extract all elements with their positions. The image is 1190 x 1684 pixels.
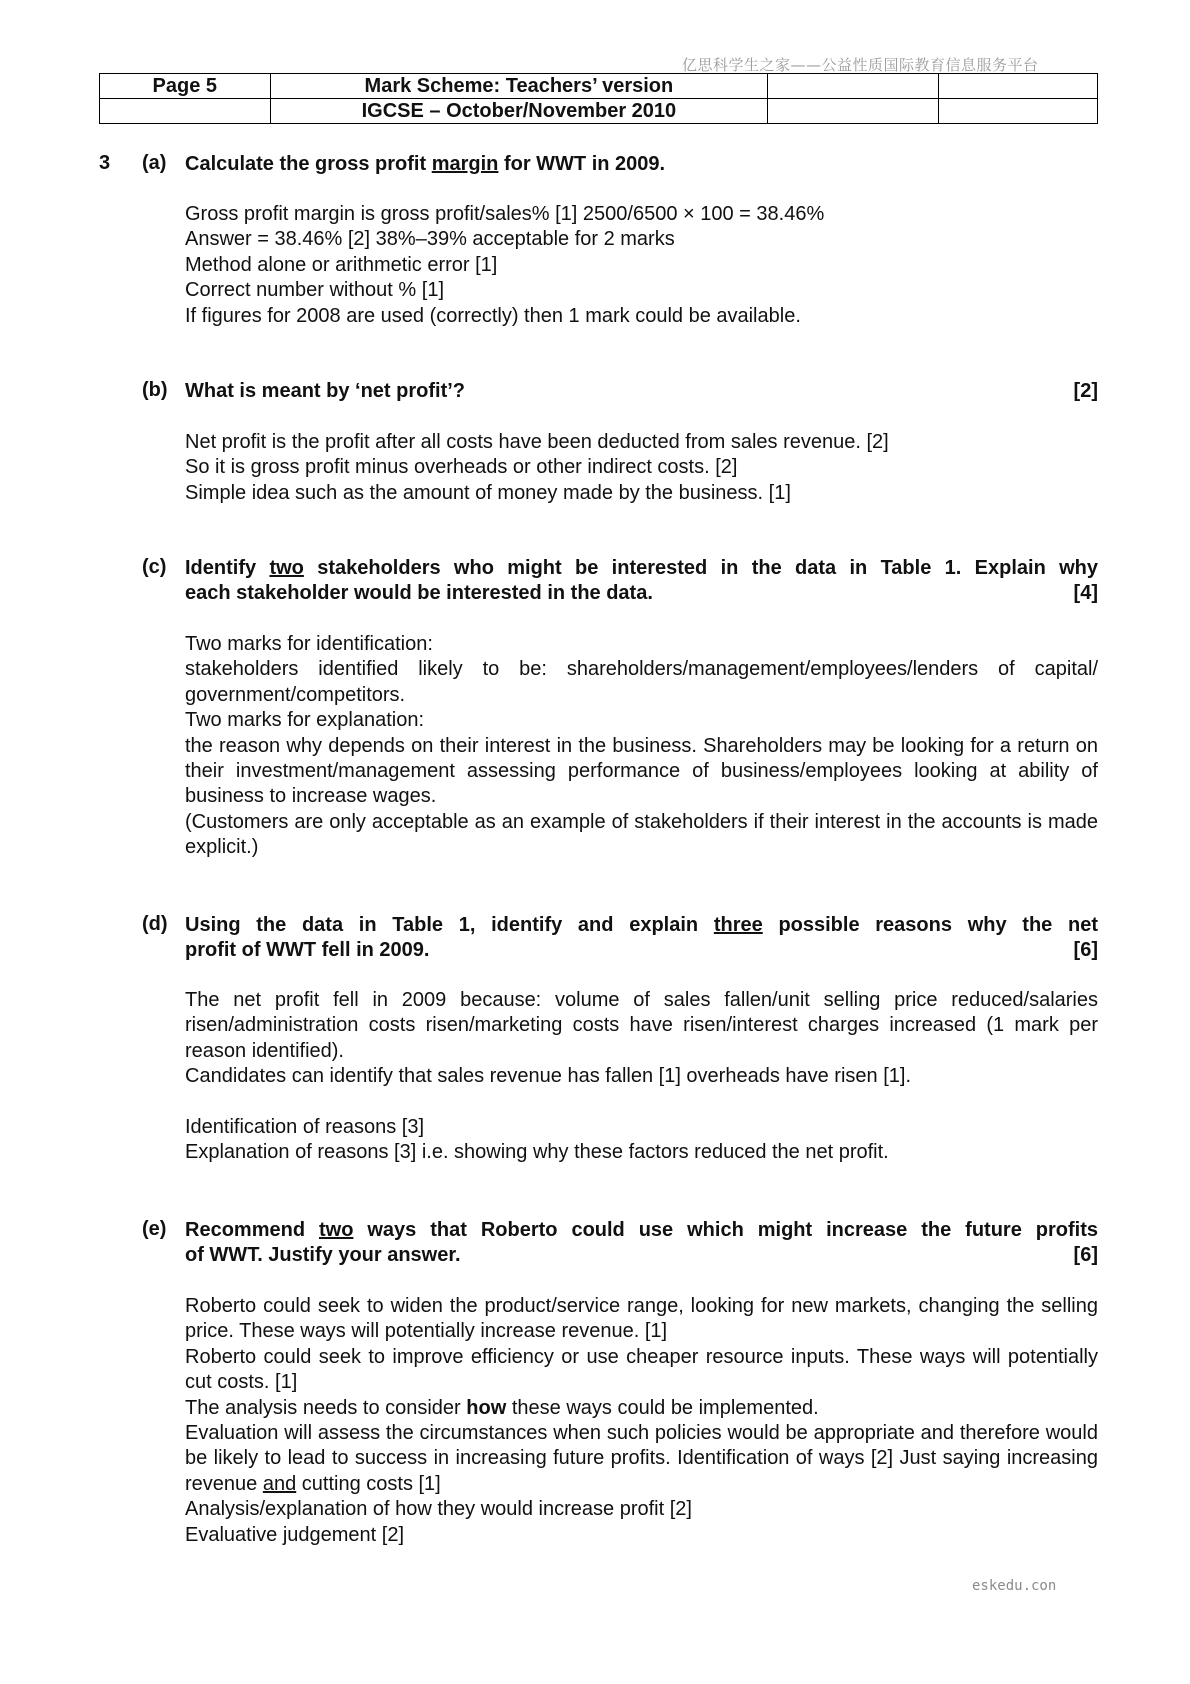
answer-line: (Customers are only acceptable as an example of stakeholders if their interest in the accounts is made explicit.) <box>185 810 1098 859</box>
part-e-label: (e) <box>142 1218 167 1240</box>
answer-line: Evaluation will assess the circumstances when such policies would be appropriate and therefore would be likely to lead to success in increasing future profits. Identification of ways [2] Just saying increasing revenue and cutting costs [1] <box>185 1422 1098 1495</box>
answer-line: So it is gross profit minus overheads or other indirect costs. [2] <box>185 456 738 479</box>
answer-line: The analysis needs to consider how these ways could be implemented. <box>185 1396 819 1419</box>
answer-line: Method alone or arithmetic error [1] <box>185 253 498 276</box>
part-b-answer <box>185 430 1098 506</box>
part-d-answer <box>185 988 1098 1165</box>
answer-line: Evaluative judgement [2] <box>185 1523 405 1546</box>
part-e-answer <box>185 1294 1098 1548</box>
page-number: Page 5 <box>100 74 271 99</box>
answer-line: Gross profit margin is gross profit/sales% [1] 2500/6500 × 100 = 38.46% <box>185 203 825 225</box>
part-d-marks: [6] <box>1073 939 1098 961</box>
answer-line: Two marks for explanation: <box>185 709 424 732</box>
answer-line: Net profit is the profit after all costs have been deducted from sales revenue. [2] <box>185 431 889 453</box>
part-b-marks: [2] <box>1073 380 1098 402</box>
part-c-label: (c) <box>142 556 167 578</box>
part-e-title: Recommend two ways that Roberto could use which might increase the future profits of WWT. Justify your answer. [6] <box>185 1219 1098 1266</box>
answer-line: Two marks for identification: <box>185 633 433 655</box>
part-c-title: Identify two stakeholders who might be interested in the data in Table 1. Explain why each stakeholder would be interested in the data. [4] <box>185 557 1099 604</box>
answer-line: Answer = 38.46% [2] 38%–39% acceptable for 2 marks <box>185 228 675 251</box>
answer-line: Explanation of reasons [3] i.e. showing why these factors reduced the net profit. <box>185 1141 889 1164</box>
part-c-marks: [4] <box>1073 582 1098 604</box>
answer-line: the reason why depends on their interest in the business. Shareholders may be looking for a return on their investment/management assessing performance of business/employees looking at ability of business to increase wages. <box>185 734 1098 808</box>
part-a-title: Calculate the gross profit margin for WWT in 2009. <box>185 153 666 175</box>
part-b-title: What is meant by ‘net profit’? [2] <box>185 380 1098 402</box>
watermark-top: 亿思科学生之家——公益性质国际教育信息服务平台 <box>682 56 1039 74</box>
answer-line: Correct number without % [1] <box>185 279 444 302</box>
header-empty-cell <box>938 99 1097 124</box>
part-a-label: (a) <box>142 152 167 174</box>
answer-line: Analysis/explanation of how they would increase profit [2] <box>185 1498 692 1521</box>
header-empty-cell <box>100 99 271 124</box>
part-e-marks: [6] <box>1073 1244 1098 1266</box>
answer-line: The net profit fell in 2009 because: volume of sales fallen/unit selling price reduced/salaries risen/administration costs risen/marketing costs have risen/interest charges increased (1 mark per reason identified). <box>185 989 1098 1062</box>
page-header-table <box>99 73 1098 124</box>
part-c-answer <box>185 632 1098 861</box>
answer-line: Simple idea such as the amount of money made by the business. [1] <box>185 481 791 504</box>
watermark-bottom: eskedu.con <box>972 1578 1057 1594</box>
answer-line: Candidates can identify that sales revenue has fallen [1] overheads have risen [1]. <box>185 1065 912 1088</box>
header-title: Mark Scheme: Teachers’ version <box>270 74 768 99</box>
part-b-label: (b) <box>142 379 168 401</box>
header-empty-cell <box>938 74 1097 99</box>
answer-line: If figures for 2008 are used (correctly) then 1 mark could be available. <box>185 304 801 327</box>
answer-line: stakeholders identified likely to be: shareholders/management/employees/lenders of capital/ government/competitors. <box>185 658 1098 706</box>
answer-line: Roberto could seek to improve efficiency or use cheaper resource inputs. These ways will potentially cut costs. [1] <box>185 1345 1098 1394</box>
header-exam: IGCSE – October/November 2010 <box>270 99 768 124</box>
answer-line: Roberto could seek to widen the product/service range, looking for new markets, changing the selling price. These ways will potentially increase revenue. [1] <box>185 1295 1098 1343</box>
header-empty-cell <box>768 74 938 99</box>
part-d-title: Using the data in Table 1, identify and explain three possible reasons why the net profit of WWT fell in 2009. [6] <box>185 914 1098 961</box>
answer-line: Identification of reasons [3] <box>185 1115 425 1138</box>
part-d-label: (d) <box>142 913 168 935</box>
header-empty-cell <box>768 99 938 124</box>
question-number: 3 <box>99 152 111 174</box>
part-a-answer <box>185 202 1098 329</box>
